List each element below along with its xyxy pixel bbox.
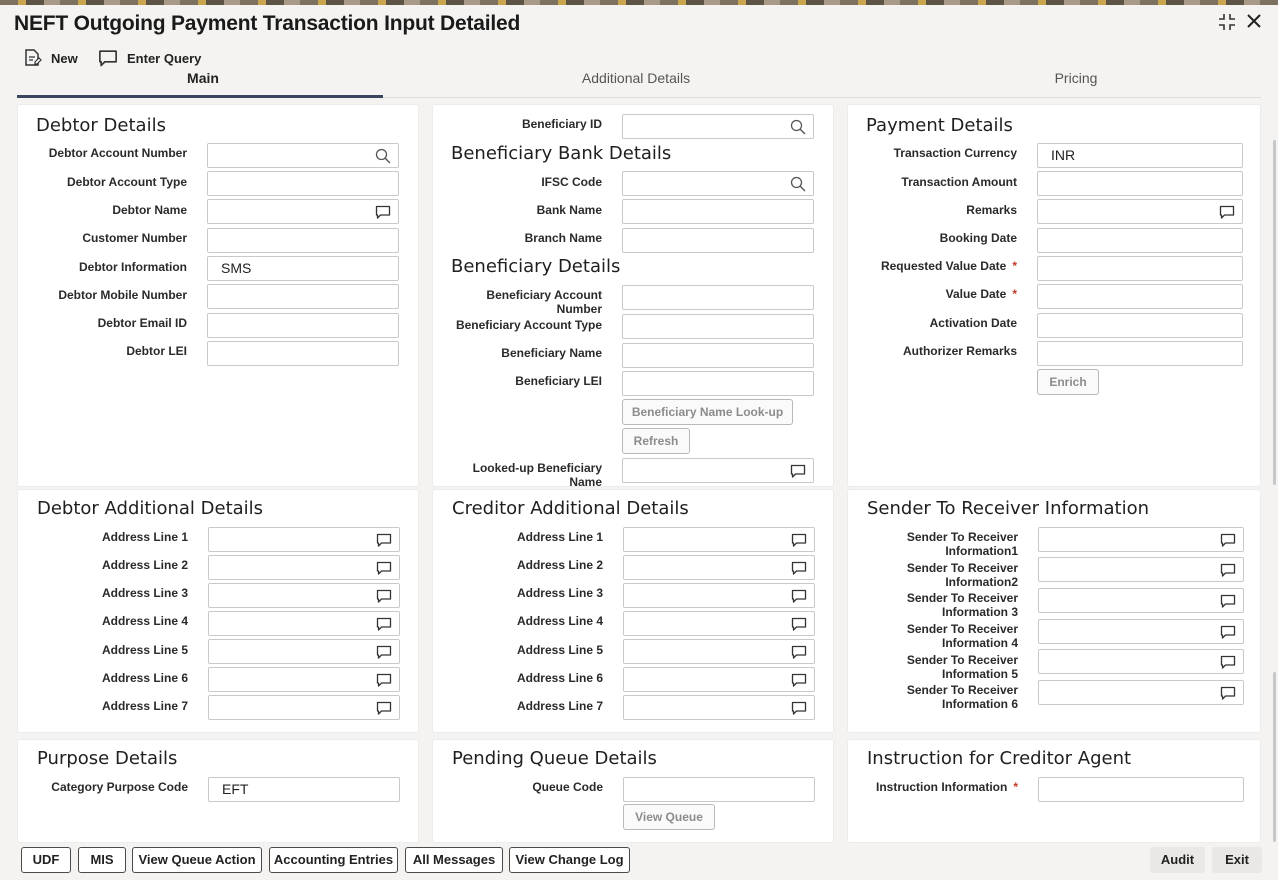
comment-icon[interactable] — [1220, 593, 1236, 609]
debtor-lei-label: Debtor LEI — [126, 344, 187, 358]
instruction-information-text: Instruction Information — [876, 780, 1008, 794]
maximize-icon[interactable] — [1216, 12, 1238, 34]
transaction-currency-input[interactable]: INR — [1037, 143, 1243, 168]
creditor-address-line-2-input[interactable] — [623, 555, 815, 580]
debtor-address-line-1-input[interactable] — [208, 527, 400, 552]
bank-name-input[interactable] — [622, 199, 814, 224]
pending-queue-title: Pending Queue Details — [452, 748, 657, 769]
transaction-amount-label: Transaction Amount — [901, 175, 1017, 189]
sender-receiver-info-2-input[interactable] — [1038, 557, 1244, 582]
creditor-address-line-7-input[interactable] — [623, 695, 815, 720]
window-title: NEFT Outgoing Payment Transaction Input Detailed — [14, 12, 521, 35]
comment-icon[interactable] — [791, 532, 807, 548]
requested-value-date-label — [840, 259, 1017, 273]
query-comment-icon — [98, 48, 118, 68]
debtor-address-line-6-label: Address Line 6 — [101, 671, 188, 685]
debtor-mobile-input[interactable] — [207, 284, 399, 309]
debtor-address-line-4-label: Address Line 4 — [101, 614, 188, 628]
all-messages-button[interactable]: All Messages — [405, 847, 503, 873]
debtor-address-line-6-input[interactable] — [208, 667, 400, 692]
debtor-address-line-3-input[interactable] — [208, 583, 400, 608]
debtor-address-line-2-input[interactable] — [208, 555, 400, 580]
creditor-address-line-7-label: Address Line 7 — [516, 699, 603, 713]
customer-number-input[interactable] — [207, 228, 399, 253]
queue-code-label: Queue Code — [532, 780, 603, 794]
comment-icon[interactable] — [791, 700, 807, 716]
queue-code-input[interactable] — [623, 777, 815, 802]
debtor-address-line-2-label: Address Line 2 — [101, 558, 188, 572]
creditor-address-line-4-input[interactable] — [623, 611, 815, 636]
sender-receiver-info-3-label: Sender To Receiver Information 3 — [906, 591, 1018, 619]
debtor-address-line-7-label: Address Line 7 — [101, 699, 188, 713]
debtor-address-line-3-label: Address Line 3 — [101, 586, 188, 600]
required-indicator: * — [1013, 780, 1018, 794]
comment-icon[interactable] — [1220, 624, 1236, 640]
requested-value-date-text: Requested Value Date — [880, 259, 1007, 273]
close-icon[interactable] — [1243, 12, 1265, 34]
tab-additional-details[interactable]: Additional Details — [581, 70, 691, 86]
creditor-address-line-5-input[interactable] — [623, 639, 815, 664]
debtor-address-line-4-input[interactable] — [208, 611, 400, 636]
comment-icon[interactable] — [1220, 685, 1236, 701]
ifsc-code-label: IFSC Code — [541, 175, 602, 189]
mis-button[interactable]: MIS — [78, 847, 126, 873]
debtor-information-input[interactable]: SMS — [207, 256, 399, 281]
scrollbar-thumb[interactable] — [1273, 140, 1276, 485]
creditor-address-line-1-label: Address Line 1 — [516, 530, 603, 544]
debtor-lei-input[interactable] — [207, 341, 399, 366]
beneficiary-id-label: Beneficiary ID — [521, 117, 602, 131]
debtor-information-label: Debtor Information — [79, 260, 187, 274]
activation-date-input[interactable] — [1037, 313, 1243, 338]
instruction-information-input[interactable] — [1038, 777, 1244, 802]
branch-name-label: Branch Name — [524, 231, 602, 245]
debtor-account-number-label: Debtor Account Number — [48, 146, 187, 160]
sender-receiver-info-1-input[interactable] — [1038, 527, 1244, 552]
comment-icon[interactable] — [376, 532, 392, 548]
enrich-button[interactable]: Enrich — [1037, 369, 1099, 395]
category-purpose-code-label: Category Purpose Code — [51, 780, 188, 794]
creditor-address-line-6-label: Address Line 6 — [516, 671, 603, 685]
creditor-additional-title: Creditor Additional Details — [452, 498, 689, 519]
beneficiary-account-type-label: Beneficiary Account Type — [455, 318, 602, 332]
sender-receiver-info-1-label: Sender To Receiver Information1 — [906, 530, 1018, 558]
sender-receiver-title: Sender To Receiver Information — [867, 498, 1149, 519]
beneficiary-lei-label: Beneficiary LEI — [515, 374, 602, 388]
comment-icon[interactable] — [376, 700, 392, 716]
comment-icon[interactable] — [791, 616, 807, 632]
required-indicator: * — [1012, 259, 1017, 273]
enter-query-button[interactable] — [98, 47, 201, 69]
debtor-mobile-label: Debtor Mobile Number — [58, 288, 187, 302]
exit-button[interactable]: Exit — [1212, 847, 1262, 873]
sender-receiver-info-6-input[interactable] — [1038, 680, 1244, 705]
remarks-label: Remarks — [966, 203, 1017, 217]
instruction-information-label — [840, 780, 1018, 794]
tab-main[interactable]: Main — [187, 70, 219, 86]
comment-icon[interactable] — [376, 588, 392, 604]
looked-up-beneficiary-name-label: Looked-up Beneficiary Name — [472, 461, 602, 489]
enter-query-label: Enter Query — [127, 50, 202, 66]
comment-icon[interactable] — [790, 463, 806, 479]
value-date-input[interactable] — [1037, 284, 1243, 309]
debtor-account-type-input[interactable] — [207, 171, 399, 196]
view-change-log-button[interactable]: View Change Log — [509, 847, 630, 873]
bank-name-label: Bank Name — [536, 203, 602, 217]
sender-receiver-info-3-input[interactable] — [1038, 588, 1244, 613]
beneficiary-id-input[interactable] — [622, 114, 814, 139]
comment-icon[interactable] — [376, 616, 392, 632]
debtor-account-number-input[interactable] — [207, 143, 399, 168]
active-tab-indicator — [17, 95, 383, 98]
search-icon[interactable] — [790, 119, 806, 135]
accounting-entries-button[interactable]: Accounting Entries — [269, 847, 398, 873]
scrollbar-thumb-lower[interactable] — [1273, 672, 1276, 842]
comment-icon[interactable] — [791, 560, 807, 576]
creditor-address-line-2-label: Address Line 2 — [516, 558, 603, 572]
beneficiary-lei-input[interactable] — [622, 371, 814, 396]
beneficiary-account-type-input[interactable] — [622, 314, 814, 339]
creditor-agent-title: Instruction for Creditor Agent — [867, 748, 1132, 769]
debtor-details-title: Debtor Details — [36, 115, 166, 136]
debtor-email-input[interactable] — [207, 313, 399, 338]
activation-date-label: Activation Date — [929, 316, 1017, 330]
ifsc-code-input[interactable] — [622, 171, 814, 196]
debtor-email-label: Debtor Email ID — [97, 316, 187, 330]
debtor-address-line-5-input[interactable] — [208, 639, 400, 664]
comment-icon[interactable] — [376, 560, 392, 576]
beneficiary-account-number-input[interactable] — [622, 285, 814, 310]
comment-icon[interactable] — [375, 204, 391, 220]
audit-button[interactable]: Audit — [1150, 847, 1205, 873]
transaction-amount-input[interactable] — [1037, 171, 1243, 196]
value-date-label — [840, 287, 1017, 301]
booking-date-input[interactable] — [1037, 228, 1243, 253]
comment-icon[interactable] — [376, 644, 392, 660]
authorizer-remarks-input[interactable] — [1037, 341, 1243, 366]
creditor-address-line-4-label: Address Line 4 — [516, 614, 603, 628]
comment-icon[interactable] — [1219, 204, 1235, 220]
udf-button[interactable]: UDF — [21, 847, 71, 873]
debtor-name-input[interactable] — [207, 199, 399, 224]
customer-number-label: Customer Number — [82, 231, 187, 245]
transaction-currency-label: Transaction Currency — [893, 146, 1017, 160]
creditor-address-line-5-label: Address Line 5 — [516, 643, 603, 657]
beneficiary-bank-details-title: Beneficiary Bank Details — [451, 143, 672, 164]
payment-details-title: Payment Details — [866, 115, 1013, 136]
requested-value-date-input[interactable] — [1037, 256, 1243, 281]
looked-up-beneficiary-name-input[interactable] — [622, 458, 814, 483]
beneficiary-name-label: Beneficiary Name — [501, 346, 602, 360]
debtor-address-line-1-label: Address Line 1 — [101, 530, 188, 544]
sender-receiver-info-6-label: Sender To Receiver Information 6 — [906, 683, 1018, 711]
sender-receiver-info-5-input[interactable] — [1038, 649, 1244, 674]
branch-name-input[interactable] — [622, 228, 814, 253]
refresh-button[interactable]: Refresh — [622, 428, 690, 454]
category-purpose-code-input[interactable]: EFT — [208, 777, 400, 802]
tab-pricing[interactable]: Pricing — [1054, 70, 1098, 86]
beneficiary-name-lookup-button[interactable]: Beneficiary Name Look-up — [622, 399, 793, 425]
debtor-address-line-7-input[interactable] — [208, 695, 400, 720]
sender-receiver-info-4-label: Sender To Receiver Information 4 — [906, 622, 1018, 650]
debtor-account-type-label: Debtor Account Type — [66, 175, 187, 189]
new-document-icon — [22, 48, 42, 68]
search-icon[interactable] — [790, 176, 806, 192]
remarks-input[interactable] — [1037, 199, 1243, 224]
creditor-address-line-3-label: Address Line 3 — [516, 586, 603, 600]
comment-icon[interactable] — [791, 672, 807, 688]
sender-receiver-info-4-input[interactable] — [1038, 619, 1244, 644]
search-icon[interactable] — [375, 148, 391, 164]
required-indicator: * — [1012, 287, 1017, 301]
sender-receiver-info-5-label: Sender To Receiver Information 5 — [906, 653, 1018, 681]
debtor-address-line-5-label: Address Line 5 — [101, 643, 188, 657]
debtor-additional-title: Debtor Additional Details — [37, 498, 264, 519]
beneficiary-name-input[interactable] — [622, 343, 814, 368]
creditor-address-line-3-input[interactable] — [623, 583, 815, 608]
value-date-text: Value Date — [945, 287, 1007, 301]
comment-icon[interactable] — [1220, 532, 1236, 548]
top-banner-strip — [0, 0, 1278, 5]
creditor-address-line-1-input[interactable] — [623, 527, 815, 552]
view-queue-button[interactable]: View Queue — [623, 804, 715, 830]
comment-icon[interactable] — [791, 644, 807, 660]
comment-icon[interactable] — [791, 588, 807, 604]
comment-icon[interactable] — [1220, 654, 1236, 670]
comment-icon[interactable] — [1220, 562, 1236, 578]
new-button-label: New — [51, 50, 78, 66]
debtor-name-label: Debtor Name — [112, 203, 187, 217]
sender-receiver-info-2-label: Sender To Receiver Information2 — [906, 561, 1018, 589]
beneficiary-details-title: Beneficiary Details — [451, 256, 621, 277]
view-queue-action-button[interactable]: View Queue Action — [132, 847, 262, 873]
new-button[interactable] — [22, 47, 78, 69]
authorizer-remarks-label: Authorizer Remarks — [902, 344, 1017, 358]
booking-date-label: Booking Date — [939, 231, 1017, 245]
creditor-address-line-6-input[interactable] — [623, 667, 815, 692]
comment-icon[interactable] — [376, 672, 392, 688]
purpose-details-title: Purpose Details — [37, 748, 178, 769]
beneficiary-account-number-label: Beneficiary Account Number — [486, 288, 602, 316]
